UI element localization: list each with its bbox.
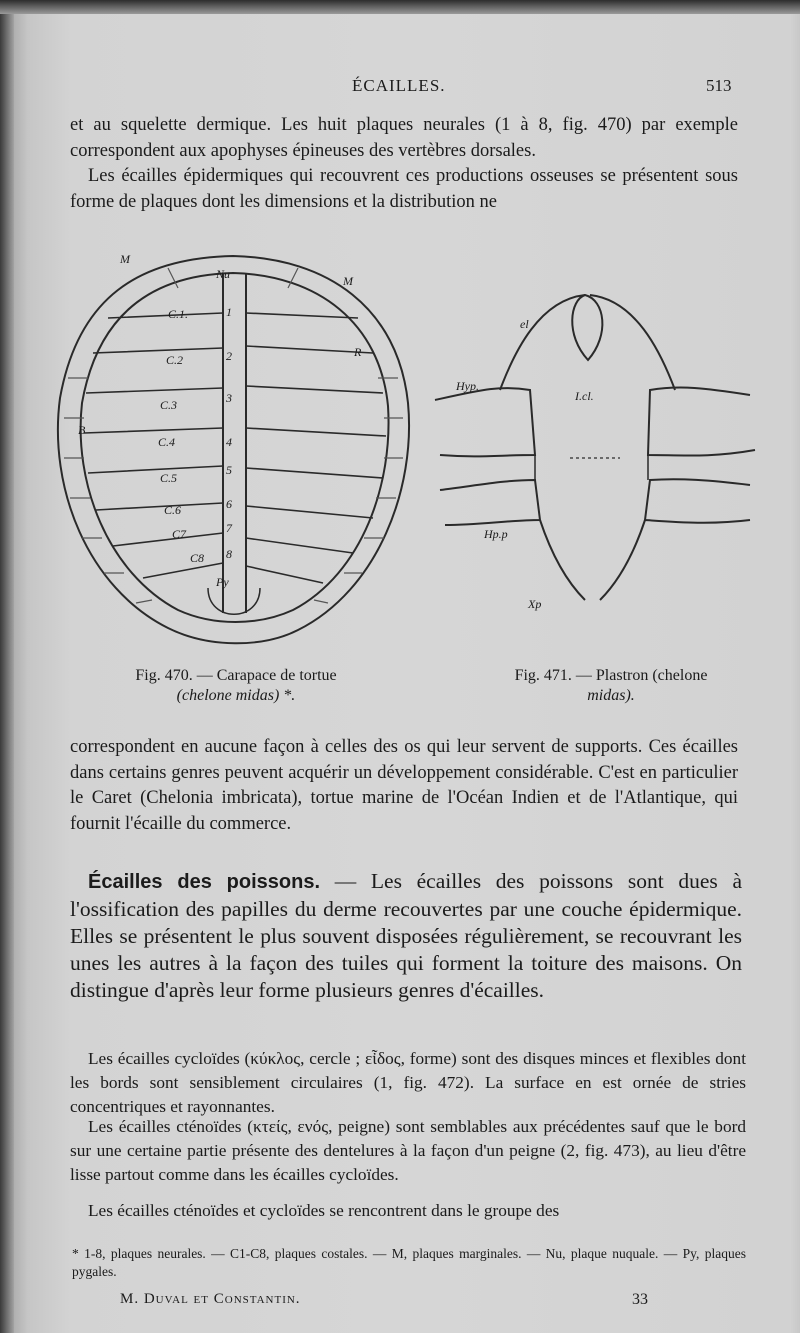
middle-paragraph: correspondent en aucune façon à celles des os qui leur servent de supports. Ces écailles dans certains genres peuvent acquérir un développement considérable. C'est en particulier le Caret (Chelonia imbricata), tortue marine de l'Océan Indien et de l'Atlantique, qui fournit l'écaille du commerce. [70,737,738,834]
svg-text:R: R [354,345,362,359]
top-edge-shadow [0,0,800,14]
svg-text:5: 5 [226,463,232,477]
figure-471-plastron [420,280,770,620]
book-spine-shadow [0,0,14,1333]
signature-authors: Duval et Constantin. [143,1291,301,1307]
svg-text:C.6: C.6 [164,503,182,517]
groupe-paragraph: Les écailles cténoïdes et cycloïdes se rencontrent dans le groupe des [88,1201,560,1220]
hyoplastron-right [648,388,755,456]
section-heading: Écailles des poissons. [88,871,321,893]
footnote: * 1-8, plaques neurales. — C1-C8, plaques costales. — M, plaques marginales. — Nu, plaque nuquale. — Py, plaques pygales. [72,1246,746,1279]
entoplastron [572,295,602,360]
svg-text:C.2: C.2 [166,353,184,367]
figure-470-carapace [48,228,418,658]
svg-text:Xp: Xp [528,597,542,611]
top-paragraph-1: et au squelette dermique. Les huit plaques neurales (1 à 8, fig. 470) par exemple correspondent aux apophyses épineuses des vertèbres dorsales. [70,115,738,161]
xiphiplastron-left [540,520,585,600]
figure-470-caption-line2: (chelone midas) *. [176,687,296,704]
svg-text:2: 2 [226,349,232,363]
figure-470-caption-line1: Fig. 470. — Carapace de tortue [135,667,337,684]
top-paragraph-2: Les écailles épidermiques qui recouvrent ces productions osseuses se présentent sous forme de plaques dont les dimensions et la distribution ne [70,166,738,212]
pygal-plate [208,588,260,614]
svg-text:M: M [343,274,353,288]
running-head: ÉCAILLES. [352,76,446,95]
svg-text:C.1.: C.1. [168,307,189,321]
svg-text:C.3: C.3 [160,398,178,412]
svg-text:4: 4 [226,435,232,449]
figure-470-caption [116,666,356,706]
sheet-number: 33 [632,1291,648,1308]
carapace-inner-outline [81,273,389,622]
svg-text:C.4: C.4 [158,435,176,449]
svg-text:6: 6 [226,497,232,511]
svg-text:1: 1 [226,305,232,319]
svg-text:I.cl.: I.cl. [575,389,594,403]
svg-text:Hp.p: Hp.p [484,527,508,541]
printer-signature [120,1291,301,1308]
svg-text:Hyp.: Hyp. [456,379,479,393]
ctenoides-paragraph: Les écailles cténoïdes (κτείς, ενός, peigne) sont semblables aux précédentes sauf que le bord sur une certaine partie présente des dentelures à la façon d'un peigne (2, fig. 473), au lieu d'être lisse partout comme dans les écailles cycloïdes. [70,1117,746,1184]
section-poissons [70,868,742,1004]
svg-text:C8: C8 [190,551,205,565]
svg-text:Py: Py [216,575,229,589]
epiplastron-left [500,295,585,390]
svg-text:B: B [78,423,86,437]
hypoplastron-right [645,479,750,523]
svg-text:C7: C7 [172,527,187,541]
section-body: — Les écailles des poissons sont dues à l'ossification des papilles du derme recouvertes par une couche épidermique. Elles se présentent le plus souvent disposées régulièrement, se recouvrant les unes les autres à la façon des tuiles qui forment la toiture des maisons. On distingue d'après leur forme plusieurs genres d'écailles. [70,869,742,1002]
carapace-outline [58,256,409,643]
cycloides-paragraph: Les écailles cycloïdes (κύκλος, cercle ; εἶδος, forme) sont des disques minces et flexibles dont les bords sont sensiblement circulaires (1, fig. 472). La surface en est ornée de stries concentriques et rayonnantes. [70,1049,746,1116]
figure-471-caption [466,666,756,706]
epiplastron-right [590,295,675,390]
svg-text:M: M [120,252,130,266]
hypoplastron-left [440,480,540,525]
hyoplastron-left [435,388,535,456]
signature-prefix: M. [120,1291,144,1307]
svg-text:3: 3 [226,391,232,405]
figure-471-caption-line2: midas). [587,687,635,704]
svg-text:Nu: Nu [216,267,231,281]
xiphiplastron-right [600,520,645,600]
svg-text:8: 8 [226,547,232,561]
figure-471-caption-line1: Fig. 471. — Plastron (chelone [514,667,708,684]
svg-text:el: el [520,317,529,331]
page-number: 513 [706,76,732,95]
svg-text:7: 7 [226,521,232,535]
svg-text:C.5: C.5 [160,471,178,485]
